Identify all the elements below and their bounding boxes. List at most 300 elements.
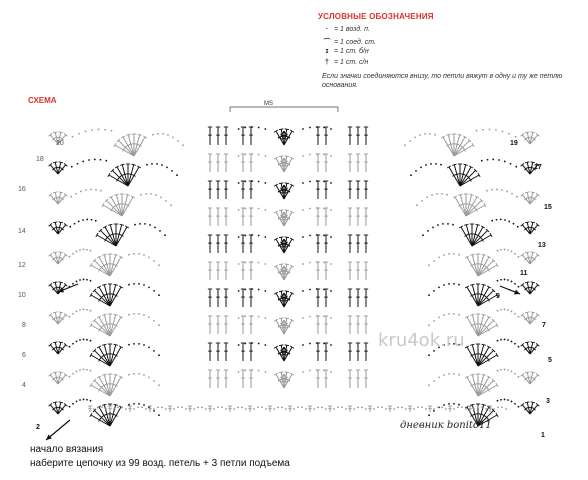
ms-label: MS: [264, 101, 273, 107]
row-number: 12: [18, 262, 26, 269]
row-number: 5: [548, 357, 552, 364]
chain-stitch: [141, 406, 143, 408]
column-stitch: [241, 262, 245, 280]
column-stitch: [364, 343, 368, 361]
chain-stitch: [504, 369, 506, 371]
chain-stitch: [238, 290, 240, 292]
column-stitch: [249, 235, 253, 253]
column-stitch: [241, 235, 245, 253]
chain-stitch: [385, 408, 387, 410]
chain-stitch: [158, 324, 160, 326]
chain-stitch: [413, 408, 415, 410]
chain-stitch: [143, 254, 145, 256]
border-stitch: [428, 406, 432, 412]
chain-stitch: [258, 343, 260, 345]
chain-stitch: [167, 134, 169, 136]
chain-stitch: [94, 159, 96, 161]
fan-stitch: [97, 316, 110, 336]
column-stitch: [364, 289, 368, 307]
column-stitch: [356, 154, 360, 172]
row-number: 8: [22, 322, 26, 329]
chain-stitch: [69, 406, 71, 408]
chain-stitch: [330, 128, 332, 130]
fan-stitch: [58, 312, 63, 324]
column-stitch: [364, 370, 368, 388]
column-stitch: [356, 289, 360, 307]
chain-stitch: [309, 181, 311, 183]
chain-stitch: [513, 223, 515, 225]
chain-stitch: [258, 235, 260, 237]
chain-stitch: [238, 236, 240, 238]
chain-stitch: [426, 196, 428, 198]
row-number: 13: [538, 242, 546, 249]
fan-stitch: [530, 342, 535, 354]
chain-stitch: [133, 283, 135, 285]
chain-stitch: [397, 406, 399, 408]
chain-stitch: [238, 371, 240, 373]
chain-stitch: [422, 234, 424, 236]
chain-stitch: [497, 340, 499, 342]
chain-stitch: [508, 221, 510, 223]
chain-stitch: [158, 354, 160, 356]
chain-stitch: [251, 234, 253, 236]
chain-stitch: [330, 371, 332, 373]
start-arrow-icon: [46, 420, 70, 440]
fan-stitch: [525, 402, 530, 414]
chain-stitch: [264, 263, 266, 265]
chain-stitch: [434, 134, 436, 136]
chain-stitch: [264, 128, 266, 130]
chain-stitch: [72, 136, 74, 138]
chain-stitch: [91, 129, 93, 131]
column-stitch: [316, 208, 320, 226]
legend-item-label: = 1 соед. ст.: [333, 39, 376, 46]
fan-stitch: [97, 256, 110, 276]
chain-stitch: [421, 200, 423, 202]
chain-stitch: [416, 204, 418, 206]
chain-stitch: [245, 408, 247, 410]
chain-stitch: [264, 155, 266, 157]
column-stitch: [208, 127, 212, 145]
chain-stitch: [507, 279, 509, 281]
chain-stitch: [316, 315, 318, 317]
fan-stitch: [478, 346, 491, 366]
chain-stitch: [264, 371, 266, 373]
chain-stitch: [433, 290, 435, 292]
chain-stitch: [507, 369, 509, 371]
border-stitch: [288, 406, 292, 412]
legend-item-label: = 1 возд. п.: [333, 26, 370, 33]
chain-stitch: [323, 370, 325, 372]
chain-stitch: [433, 408, 435, 410]
column-stitch: [224, 181, 228, 199]
chain-stitch: [330, 155, 332, 157]
chain-stitch: [437, 406, 439, 408]
legend-item-label: = 1 ст. б/н: [333, 48, 369, 55]
chain-stitch: [393, 408, 395, 410]
chain-stitch: [153, 410, 155, 412]
fan-stitch: [459, 226, 472, 246]
chain-stitch: [153, 350, 155, 352]
chain-stitch: [258, 154, 260, 156]
chain-stitch: [309, 289, 311, 291]
fan-stitch: [110, 376, 123, 396]
chain-stitch: [244, 208, 246, 210]
chain-stitch: [205, 408, 207, 410]
chain-stitch: [414, 136, 416, 138]
column-stitch: [356, 208, 360, 226]
chain-stitch: [244, 127, 246, 129]
chain-stitch: [80, 191, 82, 193]
fan-stitch: [465, 256, 478, 276]
chain-stitch: [323, 235, 325, 237]
chain-stitch: [313, 408, 315, 410]
chain-stitch: [357, 406, 359, 408]
chain-stitch: [148, 346, 150, 348]
chain-stitch: [264, 209, 266, 211]
chain-stitch: [511, 401, 513, 403]
chain-stitch: [75, 193, 77, 195]
chain-stitch: [453, 373, 455, 375]
chain-stitch: [476, 130, 478, 132]
chain-stitch: [264, 236, 266, 238]
single-crochet-icon: ɪ: [325, 48, 329, 55]
column-stitch: [324, 154, 328, 172]
chain-stitch: [69, 376, 71, 378]
chain-stitch: [72, 283, 74, 285]
chain-stitch: [302, 182, 304, 184]
chain-stitch: [158, 264, 160, 266]
chain-stitch: [90, 400, 92, 402]
column-stitch: [356, 316, 360, 334]
chain-stitch: [233, 408, 235, 410]
chain-stitch: [428, 264, 430, 266]
fan-stitch: [53, 192, 58, 204]
border-stitch: [328, 406, 332, 412]
chain-stitch: [158, 384, 160, 386]
chain-stitch: [419, 134, 421, 136]
chain-stitch: [330, 290, 332, 292]
row-number: 6: [22, 352, 26, 359]
column-stitch: [364, 127, 368, 145]
column-stitch: [324, 316, 328, 334]
chain-stitch: [258, 208, 260, 210]
fan-stitch: [97, 376, 110, 396]
fan-stitch: [525, 132, 530, 144]
chain-stitch: [100, 190, 102, 192]
chain-stitch: [497, 280, 499, 282]
chain-stitch: [309, 316, 311, 318]
chain-stitch: [309, 343, 311, 345]
chain-stitch: [85, 189, 87, 191]
column-stitch: [356, 127, 360, 145]
chain-stitch: [323, 154, 325, 156]
chain-stitch: [95, 189, 97, 191]
chain-stitch: [251, 342, 253, 344]
chain-stitch: [237, 406, 239, 408]
chain-stitch: [428, 354, 430, 356]
chain-stitch: [404, 144, 406, 146]
legend-item-single-crochet: [322, 48, 369, 55]
chain-stitch: [264, 182, 266, 184]
chain-stitch: [86, 399, 88, 401]
column-stitch: [208, 289, 212, 307]
column-stitch: [216, 154, 220, 172]
chain-stitch: [440, 164, 442, 166]
fan-stitch: [465, 376, 478, 396]
chain-stitch: [264, 344, 266, 346]
column-stitch: [224, 208, 228, 226]
chain-stitch: [182, 144, 184, 146]
chain-stitch: [323, 127, 325, 129]
chain-stitch: [500, 219, 502, 221]
chain-stitch: [82, 219, 84, 221]
chain-stitch: [511, 341, 513, 343]
chain-stitch: [504, 161, 506, 163]
chain-stitch: [86, 219, 88, 221]
chain-stitch: [333, 408, 335, 410]
chain-stitch: [436, 193, 438, 195]
chain-stitch: [433, 260, 435, 262]
chain-stitch: [514, 313, 516, 315]
border-stitch: [348, 406, 352, 412]
chain-stitch: [133, 313, 135, 315]
column-stitch: [249, 127, 253, 145]
column-stitch: [241, 343, 245, 361]
chain-stitch: [93, 408, 95, 410]
column-stitch: [249, 181, 253, 199]
chain-stitch: [518, 376, 520, 378]
chain-stitch: [244, 370, 246, 372]
chain-stitch: [446, 194, 448, 196]
column-stitch: [364, 235, 368, 253]
chain-stitch: [453, 408, 455, 410]
fan-stitch: [525, 282, 530, 294]
chain-stitch: [133, 408, 135, 410]
chain-stitch: [74, 223, 76, 225]
chain-stitch: [477, 406, 479, 408]
chain-stitch: [458, 374, 460, 376]
column-stitch: [348, 289, 352, 307]
chain-stitch: [514, 343, 516, 345]
chain-stitch: [507, 399, 509, 401]
column-stitch: [316, 127, 320, 145]
chain-stitch: [496, 219, 498, 221]
fan-stitch: [530, 372, 535, 384]
column-stitch: [208, 181, 212, 199]
border-stitch: [268, 406, 272, 412]
chain-stitch: [511, 251, 513, 253]
fan-stitch: [472, 226, 485, 246]
chain-stitch: [172, 136, 174, 138]
chain-stitch: [156, 163, 158, 165]
border-stitch: [88, 406, 92, 412]
scheme-title: СХЕМА: [28, 96, 57, 105]
chain-stitch: [452, 224, 454, 226]
chain-stitch: [146, 164, 148, 166]
chain-stitch: [461, 406, 463, 408]
chain-stitch: [161, 164, 163, 166]
chain-stitch: [165, 408, 167, 410]
chain-stitch: [71, 166, 73, 168]
chain-stitch: [443, 284, 445, 286]
fan-stitch: [58, 342, 63, 354]
column-stitch: [364, 154, 368, 172]
chain-stitch: [79, 399, 81, 401]
chain-stitch: [90, 340, 92, 342]
start-instructions: наберите цепочку из 99 возд. петель + 3 петли подъема: [30, 458, 290, 469]
fan-stitch: [53, 402, 58, 414]
chain-stitch: [157, 133, 159, 135]
chain-stitch: [157, 406, 159, 408]
chain-stitch: [431, 194, 433, 196]
fan-stitch: [525, 312, 530, 324]
chain-stitch: [138, 403, 140, 405]
chain-stitch: [76, 401, 78, 403]
chain-stitch: [164, 234, 166, 236]
chain-stitch: [69, 226, 71, 228]
column-stitch: [208, 235, 212, 253]
chain-stitch: [98, 129, 100, 131]
chain-stitch: [443, 374, 445, 376]
fan-stitch: [441, 136, 454, 156]
chain-stitch: [465, 408, 467, 410]
fan-stitch: [58, 372, 63, 384]
fan-stitch: [530, 312, 535, 324]
chain-stitch: [500, 399, 502, 401]
chain-stitch: [361, 406, 363, 408]
chain-stitch: [86, 339, 88, 341]
fan-stitch: [530, 222, 535, 234]
border-stitch: [128, 406, 132, 412]
chain-stitch: [76, 341, 78, 343]
chain-stitch: [501, 406, 503, 408]
chain-stitch: [445, 408, 447, 410]
column-stitch: [324, 181, 328, 199]
chain-stitch: [90, 189, 92, 191]
fan-stitch: [97, 286, 110, 306]
chain-stitch: [518, 286, 520, 288]
chain-stitch: [516, 196, 518, 198]
fan-stitch: [465, 286, 478, 306]
row-number: 2: [36, 424, 40, 431]
chain-stitch: [244, 316, 246, 318]
chain-stitch: [86, 369, 88, 371]
chain-stitch: [502, 131, 504, 133]
chain-stitch: [91, 219, 93, 221]
chain-stitch: [323, 289, 325, 291]
row-number: 4: [22, 382, 26, 389]
chain-stitch: [148, 256, 150, 258]
chain-stitch: [421, 406, 423, 408]
chain-stitch: [143, 374, 145, 376]
border-stitch: [248, 406, 252, 412]
chain-stitch: [154, 226, 156, 228]
chain-stitch: [158, 294, 160, 296]
chain-stitch: [302, 155, 304, 157]
column-stitch: [208, 154, 212, 172]
legend-item-label: = 1 ст. с/н: [333, 59, 369, 66]
chain-stitch: [90, 370, 92, 372]
chain-stitch: [72, 373, 74, 375]
chain-stitch: [330, 182, 332, 184]
fan-stitch: [530, 132, 535, 144]
chain-stitch: [251, 153, 253, 155]
column-stitch: [224, 370, 228, 388]
column-stitch: [348, 181, 352, 199]
chain-stitch: [317, 406, 319, 408]
chain-stitch: [148, 286, 150, 288]
chain-stitch: [515, 166, 517, 168]
chart-stitches: [49, 107, 540, 426]
fan-stitch: [478, 286, 491, 306]
chain-stitch: [415, 170, 417, 172]
row-number: 20: [56, 140, 64, 147]
chain-stitch: [323, 262, 325, 264]
column-stitch: [348, 235, 352, 253]
chain-stitch: [435, 163, 437, 165]
chain-stitch: [153, 408, 155, 410]
row-number: 1: [541, 432, 545, 439]
fan-stitch: [110, 346, 123, 366]
chain-stitch: [504, 309, 506, 311]
chain-stitch: [508, 133, 510, 135]
column-stitch: [316, 235, 320, 253]
column-stitch: [249, 208, 253, 226]
column-stitch: [324, 343, 328, 361]
chain-stitch: [438, 256, 440, 258]
row-number: 17: [534, 164, 542, 171]
chain-stitch: [504, 279, 506, 281]
chain-stitch: [437, 224, 439, 226]
chain-stitch: [244, 343, 246, 345]
chain-stitch: [507, 309, 509, 311]
chain-stitch: [117, 406, 119, 408]
chain-stitch: [323, 181, 325, 183]
chain-stitch: [365, 408, 367, 410]
chain-stitch: [76, 251, 78, 253]
column-stitch: [249, 316, 253, 334]
chain-stitch: [69, 256, 71, 258]
chain-stitch: [497, 406, 499, 408]
chain-stitch: [238, 155, 240, 157]
column-stitch: [324, 235, 328, 253]
chain-stitch: [241, 406, 243, 408]
chain-stitch: [428, 384, 430, 386]
fan-stitch: [530, 252, 535, 264]
chain-stitch: [504, 219, 506, 221]
chain-stitch: [176, 174, 178, 176]
chain-stitch: [316, 261, 318, 263]
chain-stitch: [432, 226, 434, 228]
column-stitch: [241, 370, 245, 388]
chain-stitch: [330, 344, 332, 346]
chain-stitch: [518, 406, 520, 408]
border-stitch: [408, 406, 412, 412]
chain-stitch: [78, 221, 80, 223]
column-stitch: [348, 370, 352, 388]
slip-stitch-icon: ⌒: [323, 39, 331, 46]
chain-stitch: [265, 408, 267, 410]
row-number: 14: [18, 228, 26, 235]
chain-stitch: [518, 256, 520, 258]
border-stitch: [228, 406, 232, 412]
row-number: 9: [496, 293, 500, 300]
row-number: 3: [546, 398, 550, 405]
border-stitch: [468, 406, 472, 412]
column-stitch: [348, 316, 352, 334]
chain-stitch: [153, 290, 155, 292]
